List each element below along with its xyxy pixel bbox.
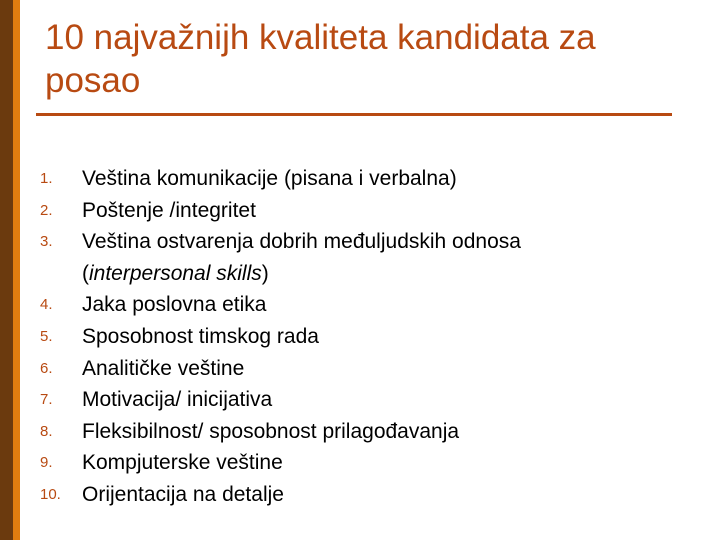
list-item: [40, 163, 680, 195]
list-item: [40, 416, 680, 448]
list-item-continuation-open: (: [82, 261, 89, 285]
list-item-text: Fleksibilnost/ sposobnost prilagođavanja: [82, 419, 460, 443]
qualities-list: [40, 163, 680, 511]
list-item-text: Jaka poslovna etika: [82, 293, 267, 317]
list-item-text: Veština ostvarenja dobrih međuljudskih odnosa: [82, 230, 521, 254]
list-item: [40, 195, 680, 227]
list-item-text: Poštenje /integritet: [82, 198, 256, 222]
title-divider: [36, 113, 672, 116]
list-item-continuation-close: ): [261, 261, 269, 285]
side-bar-orange: [13, 0, 20, 540]
list-item-continuation-italic: interpersonal skills: [89, 261, 262, 285]
list-item-number: 7.: [40, 391, 53, 409]
list-item-text: Motivacija/ inicijativa: [82, 388, 273, 412]
list-item-number: 4.: [40, 296, 53, 314]
list-item: [40, 321, 680, 353]
list-item-text: Veština komunikacije (pisana i verbalna): [82, 167, 457, 190]
list-item: [40, 289, 680, 321]
list-item: [40, 479, 680, 511]
list-item: [40, 226, 680, 289]
list-item-number: 10.: [40, 485, 61, 503]
side-bar-dark: [0, 0, 13, 540]
slide-title: 10 najvažnijh kvaliteta kandidata za posao: [45, 18, 596, 101]
list-item: [40, 353, 680, 385]
list-item-text: Sposobnost timskog rada: [82, 324, 319, 348]
list-item-number: 8.: [40, 422, 53, 440]
list-item-number: 2.: [40, 201, 53, 219]
list-item-text: Kompjuterske veštine: [82, 451, 283, 475]
list-item-text: Orijentacija na detalje: [82, 482, 284, 506]
list-item-text: Analitičke veštine: [82, 356, 245, 380]
list-item-number: 9.: [40, 454, 53, 472]
list-item-number: 5.: [40, 327, 53, 345]
list-item-number: 3.: [40, 233, 53, 251]
list-item: [40, 447, 680, 479]
list-item-number: 1.: [40, 170, 53, 187]
list-item: [40, 384, 680, 416]
list-item-number: 6.: [40, 359, 53, 377]
